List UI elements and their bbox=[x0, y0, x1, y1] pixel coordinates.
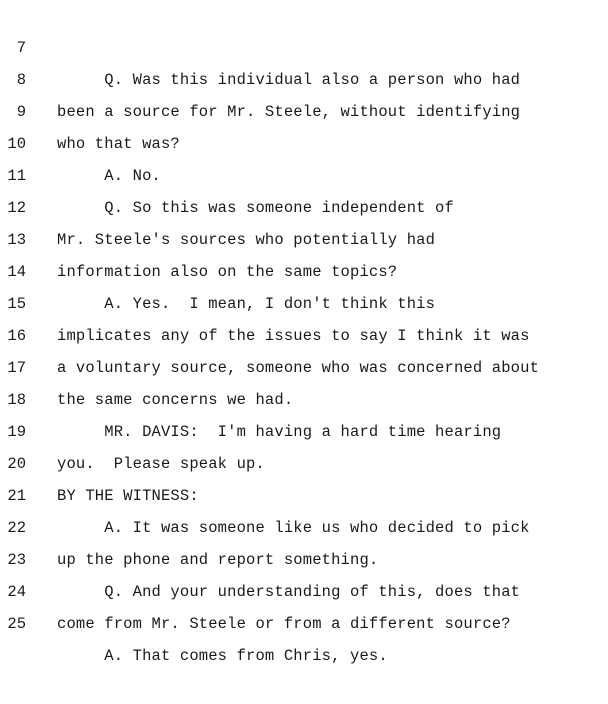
line-text: A. That comes from Chris, yes. bbox=[57, 647, 388, 665]
line-number: 13 bbox=[7, 231, 26, 249]
line-number: 16 bbox=[7, 327, 26, 345]
line-text: up the phone and report something. bbox=[57, 551, 379, 569]
line-text: information also on the same topics? bbox=[57, 263, 398, 281]
line-number: 15 bbox=[7, 295, 26, 313]
line-number: 25 bbox=[7, 615, 26, 633]
line-number: 11 bbox=[7, 167, 26, 185]
line-text: Mr. Steele's sources who potentially had bbox=[57, 231, 436, 249]
line-text: MR. DAVIS: I'm having a hard time hearing bbox=[57, 423, 502, 441]
line-text: A. It was someone like us who decided to pick bbox=[57, 519, 530, 537]
line-number: 18 bbox=[7, 391, 26, 409]
line-text: the same concerns we had. bbox=[57, 391, 294, 409]
line-text: who that was? bbox=[57, 135, 180, 153]
line-text: you. Please speak up. bbox=[57, 455, 265, 473]
line-number: 8 bbox=[16, 71, 26, 89]
line-text: implicates any of the issues to say I think it was bbox=[57, 327, 530, 345]
line-number: 12 bbox=[7, 199, 26, 217]
line-number: 19 bbox=[7, 423, 26, 441]
line-number: 20 bbox=[7, 455, 26, 473]
line-number: 10 bbox=[7, 135, 26, 153]
line-text: Q. So this was someone independent of bbox=[57, 199, 454, 217]
line-number: 14 bbox=[7, 263, 26, 281]
line-number: 24 bbox=[7, 583, 26, 601]
line-text: A. No. bbox=[57, 167, 161, 185]
line-text: Q. Was this individual also a person who had bbox=[57, 71, 521, 89]
line-text: a voluntary source, someone who was concerned about bbox=[57, 359, 540, 377]
line-text: Q. And your understanding of this, does that bbox=[57, 583, 521, 601]
line-number: 9 bbox=[16, 103, 26, 121]
line-text: come from Mr. Steele or from a different source? bbox=[57, 615, 511, 633]
line-text: BY THE WITNESS: bbox=[57, 487, 199, 505]
line-number: 17 bbox=[7, 359, 26, 377]
line-number: 22 bbox=[7, 519, 26, 537]
line-number: 21 bbox=[7, 487, 26, 505]
line-number: 7 bbox=[16, 39, 26, 57]
line-text: been a source for Mr. Steele, without identifying bbox=[57, 103, 521, 121]
transcript-line bbox=[0, 0, 608, 89]
line-text: A. Yes. I mean, I don't think this bbox=[57, 295, 436, 313]
line-number: 23 bbox=[7, 551, 26, 569]
